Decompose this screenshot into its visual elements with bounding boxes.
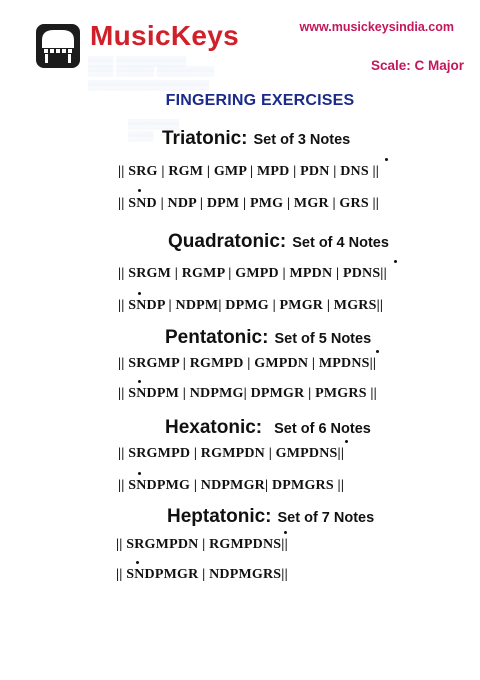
brand-name: MusicKeys — [90, 20, 239, 51]
lower-octave-dot — [138, 380, 141, 383]
exercise-line: || SRGMPD | RGMPDN | GMPDNS|| — [118, 446, 345, 461]
section-heading — [165, 417, 371, 439]
section-name: Triatonic: — [162, 128, 248, 149]
faint-overlay: ▒▒▒▒ ▒▒▒▒▒▒▒▒▒▒▒ — [88, 56, 187, 66]
lower-octave-dot — [138, 189, 141, 192]
section-name: Hexatonic: — [165, 417, 263, 438]
piano-icon — [36, 24, 80, 68]
faint-overlay: ▒▒▒▒ — [128, 131, 154, 141]
section-heading — [167, 506, 374, 528]
exercise-line: || SNDPMGR | NDPMGRS|| — [116, 567, 288, 582]
exercise-line: || SNDP | NDPM| DPMG | PMGR | MGRS|| — [118, 298, 384, 313]
exercise-line: || SRG | RGM | GMP | MPD | PDN | DNS || — [118, 164, 380, 179]
section-subtitle: Set of 3 Notes — [253, 132, 351, 148]
section-name: Heptatonic: — [167, 506, 272, 527]
faint-overlay: ▒▒▒▒▒▒▒▒▒▒▒▒▒▒▒▒▒▒▒ — [88, 80, 210, 90]
exercise-line: || SRGMPDN | RGMPDNS|| — [116, 537, 288, 552]
lower-octave-dot — [136, 561, 139, 564]
exercise-line: || SND | NDP | DPM | PMG | MGR | GRS || — [118, 196, 380, 211]
section-heading — [162, 128, 350, 150]
section-heading — [165, 327, 371, 349]
faint-overlay: ▒▒▒▒ ▒▒▒▒▒▒ ▒▒▒▒▒▒▒▒▒ — [88, 66, 215, 76]
faint-overlay: ▒▒▒▒▒▒▒▒ — [128, 119, 180, 129]
lower-octave-dot — [138, 292, 141, 295]
upper-octave-dot — [385, 158, 388, 161]
upper-octave-dot — [284, 531, 287, 534]
lower-octave-dot — [138, 472, 141, 475]
section-name: Quadratonic: — [168, 231, 287, 252]
upper-octave-dot — [376, 350, 379, 353]
exercise-line: || SNDPMG | NDPMGR| DPMGRS || — [118, 478, 345, 493]
upper-octave-dot — [345, 440, 348, 443]
scale-label: Scale: C Major — [370, 58, 464, 73]
section-subtitle: Set of 4 Notes — [292, 235, 389, 251]
section-name: Pentatonic: — [165, 327, 269, 348]
logo — [36, 24, 80, 68]
exercise-line: || SNDPM | NDPMG| DPMGR | PMGRS || — [118, 386, 377, 401]
page-title: FINGERING EXERCISES — [165, 92, 355, 109]
section-subtitle: Set of 6 Notes — [274, 421, 371, 437]
section-subtitle: Set of 5 Notes — [274, 331, 372, 347]
exercise-line: || SRGM | RGMP | GMPD | MPDN | PDNS|| — [118, 266, 387, 281]
section-subtitle: Set of 7 Notes — [277, 510, 375, 526]
upper-octave-dot — [394, 260, 397, 263]
section-heading — [168, 231, 389, 253]
exercise-line: || SRGMP | RGMPD | GMPDN | MPDNS|| — [118, 356, 377, 371]
website-link[interactable]: www.musickeysindia.com — [299, 20, 454, 34]
